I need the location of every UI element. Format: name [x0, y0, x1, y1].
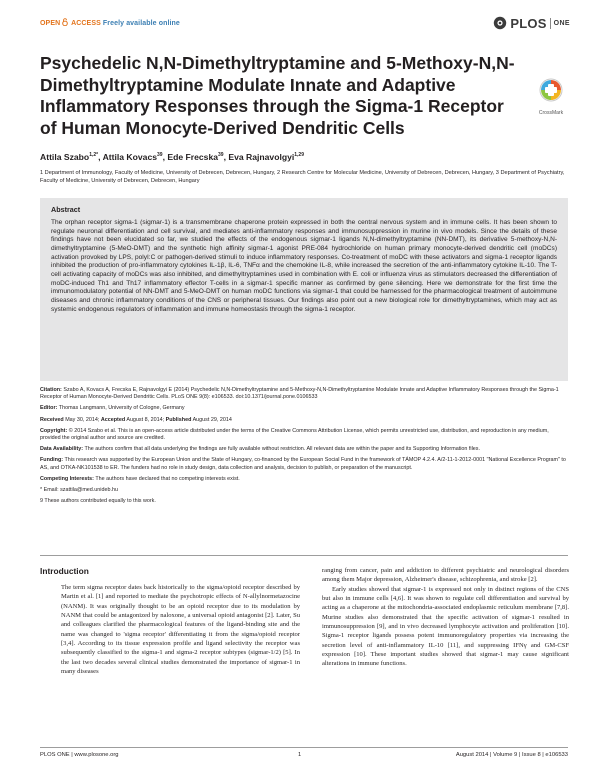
equal-contribution-note: 9 These authors contributed equally to this work.: [40, 498, 156, 505]
abstract-box: [40, 198, 568, 381]
corresponding-email[interactable]: * Email: szattila@med.unideb.hu: [40, 487, 118, 494]
footer-divider: [40, 747, 568, 748]
competing-interests: Competing Interests: The authors have declared that no competing interests exist.: [40, 475, 240, 482]
article-metadata: [40, 387, 568, 509]
author[interactable]: Attila Kovacs$^{39}$: [102, 152, 163, 162]
copyright: Copyright: © 2014 Szabo et al. This is an open-access article distributed under the terms of the Creative Commons Attribution License, which permits unrestricted use, distribution, and reproduction in any medium, provided the original author and source are credited.: [40, 427, 549, 442]
open-access-label: [40, 18, 180, 27]
data-availability: Data Availability: The authors confirm that all data underlying the findings are fully available without restriction. All relevant data are within the paper and its Supporting Information files.: [40, 446, 480, 453]
oa-prefix: OPEN: [40, 20, 61, 27]
author[interactable]: Eva Rajnavolgyi$^{1,29}$: [228, 152, 304, 162]
intro-paragraph: Early studies showed that sigmar-1 is expressed not only in distinct regions of the CNS but also in immune cells [4,6]. It was shown to regulate cell differentiation and survival by acting as a chaperone at the mitochondria-associated endoplasmic reticulum membrane [7,8]. Murine studies also demonstrated that the specific activation of sigmar-1 resulted in immunosuppression [9], and in vivo decreased lymphocyte activation and proliferation [10]. Sigma-1 receptor ligands possess potent immunoregulatory properties via increasing the secretion level of anti-inflammatory IL-10 [11], and suppressing IFNγ and GM-CSF expression [10]. These important studies showed that sigmar-1 may cause significant alterations in immune functions.: [322, 585, 569, 668]
section-divider: [40, 555, 568, 556]
plos-globe-icon: [493, 16, 507, 30]
citation: Citation: Szabo A, Kovacs A, Frecska E, Rajnavolgyi E (2014) Psychedelic N,N-Dimethyltryptamine and 5-Methoxy-N,N-Dimethyltryptamine Modulate Innate and Adaptive Inflammatory Responses through the Sigma-1 Receptor of Human Monocyte-Derived Dendritic Cells. PLoS ONE 9(8): e106533. doi:10.1371/journal.pone.0106533: [40, 387, 559, 401]
abstract-heading: Abstract: [51, 205, 81, 214]
journal-name: PLOS: [510, 15, 547, 31]
journal-subname: ONE: [553, 19, 570, 27]
introduction-right-column: [322, 566, 569, 669]
introduction-left-column: The term sigma receptor dates back historically to the sigma/opioid receptor described by Martin et al. [1] and reported to mediate the psychotropic effects of N-allylnormetazocine (NANM). It was originally thought to be an opioid receptor due to its modulation by NANM that could be antagonized by naloxone, a universal opioid antagonist [2]. Later, Su and colleagues clarified the pharmacological features of the ligand-binding site and the name was changed to 'sigma receptor' differentiating it from the sigma/opioid receptor [3,4]. According to its tissue expression profile and ligand selectivity the receptor was subsequently classified to the sigma-1 and sigma-2 receptor subtypes (sigmar-1/2) [5]. In the last two decades several clinical studies demonstrated the importance of sigmar-1 in many diseases: [61, 584, 300, 676]
author[interactable]: Ede Frecska$^{39}$: [167, 152, 224, 162]
page-footer: [40, 752, 568, 762]
author[interactable]: Attila Szabo$^{1,2*}$: [40, 152, 99, 162]
journal-header: [40, 14, 570, 34]
affiliations: 1 Department of Immunology, Faculty of Medicine, University of Debrecen, Debrecen, Hungary, 2 Research Centre for Molecular Medicine, University of Debrecen, Debrecen, Hungary, 3 Department of Psychiatry, Faculty of Medicine, University of Debrecen, Debrecen, Hungary: [40, 170, 565, 185]
crossmark-label: CrossMark: [538, 110, 564, 116]
logo-divider: [550, 18, 551, 29]
funding: Funding: This research was supported by the European Union and the State of Hungary, co-financed by the European Social Fund in the framework of TÁMOP 4.2.4. A/2-11-1-2012-0001 "National Excellence Program" to AS, and OTKA-NK101538 to ER. The funders had no role in study design, data collection and analysis, decision to publish, or preparation of the manuscript.: [40, 457, 566, 471]
intro-paragraph: ranging from cancer, pain and addiction to different psychiatric and neurological disorders among them Major depression, Alzheimer's disease, schizophrenia, and stroke [2].: [322, 567, 569, 584]
article-title: Psychedelic N,N-Dimethyltryptamine and 5-Methoxy-N,N-Dimethyltryptamine Modulate Innate and Adaptive Inflammatory Responses through the Sigma-1 Receptor of Human Monocyte-Derived Dendritic Cells: [40, 53, 515, 138]
footer-issue: August 2014 | Volume 9 | Issue 8 | e106533: [455, 752, 568, 758]
abstract-text: The orphan receptor sigma-1 (sigmar-1) is a transmembrane chaperone protein expressed in both the central nervous system and in immune cells. It has been shown to regulate neuronal differentiation and cell survival, and mediates anti-inflammatory responses and immunosuppression in murine in vivo models. Since the details of these findings have not been elucidated so far, we studied the effects of the endogenous sigmar-1 ligands N,N-dimethyltryptamine (NN-DMT), its derivative 5-methoxy-N,N-dimethyltryptamine (5-MeO-DMT) and the synthetic high affinity sigmar-1 agonist PRE-084 hydrochloride on human primary monocyte-derived dendritic cell (moDCs) activation provoked by LPS, polyI:C or pathogen-derived stimuli to induce inflammatory responses. Co-treatment of moDC with these activators and sigma-1 receptor ligands inhibited the production of pro-inflammatory cytokines IL-1β, IL-6, TNFα and the chemokine IL-8, while increased the secretion of the anti-inflammatory cytokine IL-10. The T-cell activating capacity of moDCs was also inhibited, and dimethyltryptamines used in combination with E. coli or influenza virus as stimulators decreased the differentiation of moDC-induced Th1 and Th17 inflammatory effector T-cells in a sigmar-1 specific manner as confirmed by gene silencing. Here we demonstrate for the first time the immunomodulatory potential of NN-DMT and 5-MeO-DMT on human moDC functions via sigmar-1 that could be harnessed for the pharmacological treatment of autoimmune diseases and chronic inflammatory conditions of the CNS or peripheral tissues. Our findings also point out a new biological role for dimethyltryptamines, which may act as systemic endogenous regulators of inflammation and immune homeostasis through the sigma-1 receptor.: [51, 219, 557, 313]
oa-freely-available: Freely available online: [102, 20, 180, 27]
page-number: 1: [298, 752, 302, 758]
oa-word: ACCESS: [71, 20, 101, 27]
crossmark-icon: [539, 78, 563, 104]
plos-one-logo[interactable]: [493, 15, 570, 31]
dates: Received May 30, 2014; Accepted August 8, 2014; Published August 29, 2014: [40, 416, 232, 423]
introduction-heading: Introduction: [40, 566, 89, 576]
crossmark-badge[interactable]: [534, 78, 568, 116]
open-access-lock-icon: [62, 18, 68, 26]
author-list: Attila Szabo$^{1,2*}$, Attila Kovacs$^{39}$, Ede Frecska$^{39}$, Eva Rajnavolgyi$^{1,29}$: [40, 152, 304, 162]
footer-journal[interactable]: PLOS ONE | www.plosone.org: [40, 752, 119, 758]
editor: Editor: Thomas Langmann, University of Cologne, Germany: [40, 405, 185, 412]
